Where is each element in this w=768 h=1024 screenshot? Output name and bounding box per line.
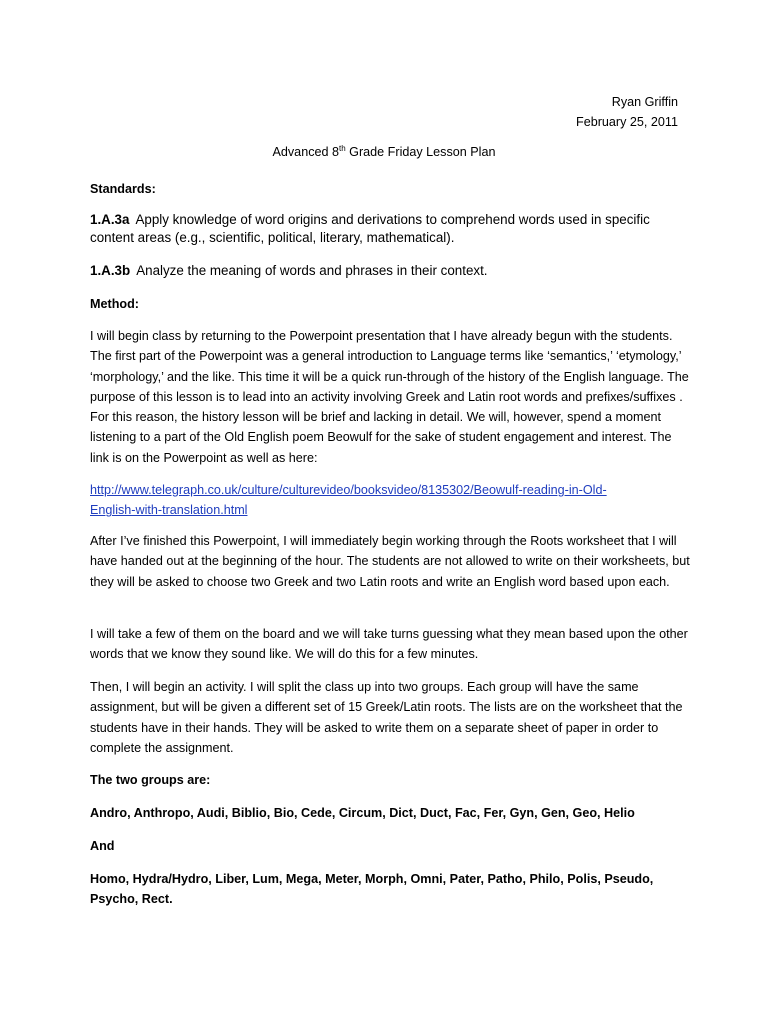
groups-intro: The two groups are: [90, 773, 211, 787]
standard-code: 1.A.3b [90, 263, 131, 278]
group-two-roots: Homo, Hydra/Hydro, Liber, Lum, Mega, Meter, Morph, Omni, Pater, Patho, Philo, Polis, Pseudo, Psycho, Rect. [90, 872, 654, 907]
standard-text: Apply knowledge of word origins and derivations to comprehend words used in specific content areas (e.g., scientific, political, literary, mathematical). [90, 212, 650, 245]
standard-item [90, 211, 690, 247]
page-title [0, 145, 768, 159]
and-separator: And [90, 839, 115, 853]
beowulf-video-link[interactable]: http://www.telegraph.co.uk/culture/culturevideo/booksvideo/8135302/Beowulf-reading-in-Old-English-with-translation.html [90, 483, 607, 518]
title-superscript: th [339, 143, 346, 153]
method-paragraph-3: I will take a few of them on the board and we will take turns guessing what they mean based upon the other words that we know they sound like. We will do this for a few minutes. [90, 627, 688, 662]
author-name: Ryan Griffin [611, 95, 678, 109]
group-one-roots: Andro, Anthropo, Audi, Biblio, Bio, Cede, Circum, Dict, Duct, Fac, Fer, Gyn, Gen, Geo, Helio [90, 806, 635, 820]
document-date: February 25, 2011 [576, 115, 678, 129]
standard-text: Analyze the meaning of words and phrases in their context. [136, 263, 488, 278]
title-suffix: Grade Friday Lesson Plan [345, 145, 496, 159]
standard-code: 1.A.3a [90, 212, 130, 227]
method-heading: Method: [90, 297, 139, 311]
beowulf-link-paragraph [90, 480, 650, 521]
standard-item [90, 262, 690, 280]
method-paragraph-1: I will begin class by returning to the Powerpoint presentation that I have already begun with the students. The first part of the Powerpoint was a general introduction to Language terms like ‘semantics,’ ‘etymology,’ ‘morphology,’ and the like. This time it will be a quick run-through of the history of the English language. The purpose of this lesson is to lead into an activity involving Greek and Latin root words and prefixes/suffixes . For this reason, the history lesson will be brief and lacking in detail. We will, however, spend a moment listening to a part of the Old English poem Beowulf for the sake of student engagement and interest. The link is on the Powerpoint as well as here: [90, 329, 689, 465]
method-paragraph-4: Then, I will begin an activity. I will split the class up into two groups. Each group will have the same assignment, but will be given a different set of 15 Greek/Latin roots. The lists are on the worksheet that the students have in their hands. They will be asked to write them on a separate sheet of paper in order to complete the assignment. [90, 680, 683, 755]
standards-heading: Standards: [90, 182, 156, 196]
title-prefix: Advanced 8 [272, 145, 340, 159]
method-paragraph-2: After I’ve finished this Powerpoint, I will immediately begin working through the Roots worksheet that I will have handed out at the beginning of the hour. The students are not allowed to write on their worksheets, but they will be asked to choose two Greek and two Latin roots and write an English word based upon each. [90, 534, 690, 589]
